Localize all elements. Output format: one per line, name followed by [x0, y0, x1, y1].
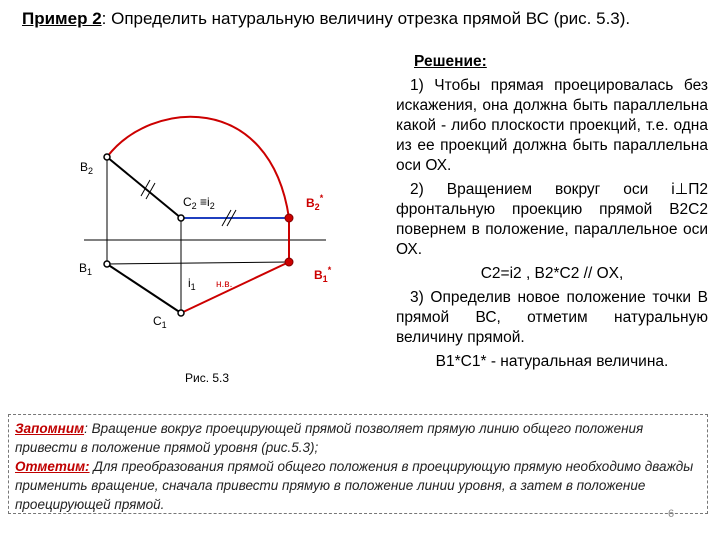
solution-result: B1*C1* - натуральная величина.: [435, 353, 669, 370]
solution-formula: С2=i2 , B2*C2 // OX,: [480, 265, 624, 282]
point-b2star: [285, 214, 293, 222]
point-c2: [178, 215, 184, 221]
rotation-diagram: [0, 0, 380, 400]
solution-step-2: 2) Вращением вокруг оси i⊥П2 фронтальную проекцию прямой В2С2 повернем в положение, параллельное оси ОХ.: [396, 181, 708, 258]
label-c1: $C_1$: [153, 314, 167, 330]
label-c2i2: $C_2 \equiv i_2$: [183, 195, 215, 211]
true-length-segment: [181, 262, 289, 313]
mark-label: Отметим:: [15, 459, 90, 474]
example-label: Пример 2: [22, 9, 102, 28]
point-b1star: [285, 258, 293, 266]
mark-text: Для преобразования прямой общего положения в проецирующую прямую необходимо дважды применить вращение, сначала привести прямую в положение линии уровня, а затем в положение проецирующей прямой.: [15, 459, 694, 512]
point-c1: [178, 310, 184, 316]
label-b1star: $B_1^*$: [314, 265, 332, 284]
figure-caption: Рис. 5.3: [185, 371, 230, 385]
segment-b1c1: [107, 264, 181, 313]
point-b1: [104, 261, 110, 267]
label-nv: н.в.: [216, 279, 233, 290]
solution-step-1: 1) Чтобы прямая проецировалась без искажения, она должна быть параллельна какой - либо плоскости проекций, т.е. одна из ее проекций должна быть параллельна оси ОХ.: [396, 77, 708, 174]
label-b1: $B_1$: [79, 261, 93, 277]
solution-heading: Решение:: [414, 53, 487, 70]
remember-label: Запомним: [15, 421, 85, 436]
label-b2: $B_2$: [80, 160, 94, 176]
note-remember: [15, 419, 701, 457]
example-text: : Определить натуральную величину отрезка прямой ВС (рис. 5.3).: [101, 9, 631, 28]
note-mark: [15, 457, 701, 514]
horizontal-b1-b1star: [107, 262, 289, 264]
notes-box: [8, 414, 708, 514]
segment-b2c2: [107, 157, 181, 218]
point-b2: [104, 154, 110, 160]
solution-step-3: 3) Определив новое положение точки В прямой ВС, отметим натуральную величину прямой.: [396, 289, 708, 346]
page-number: 6: [668, 508, 675, 520]
solution-panel: [396, 52, 708, 372]
label-i1: $i_1$: [188, 276, 196, 292]
remember-text: : Вращение вокруг проецирующей прямой позволяет прямую линию общего положения привести в положение прямой уровня (рис.5.3);: [15, 421, 644, 455]
label-b2star: $B_2^*$: [306, 193, 324, 212]
